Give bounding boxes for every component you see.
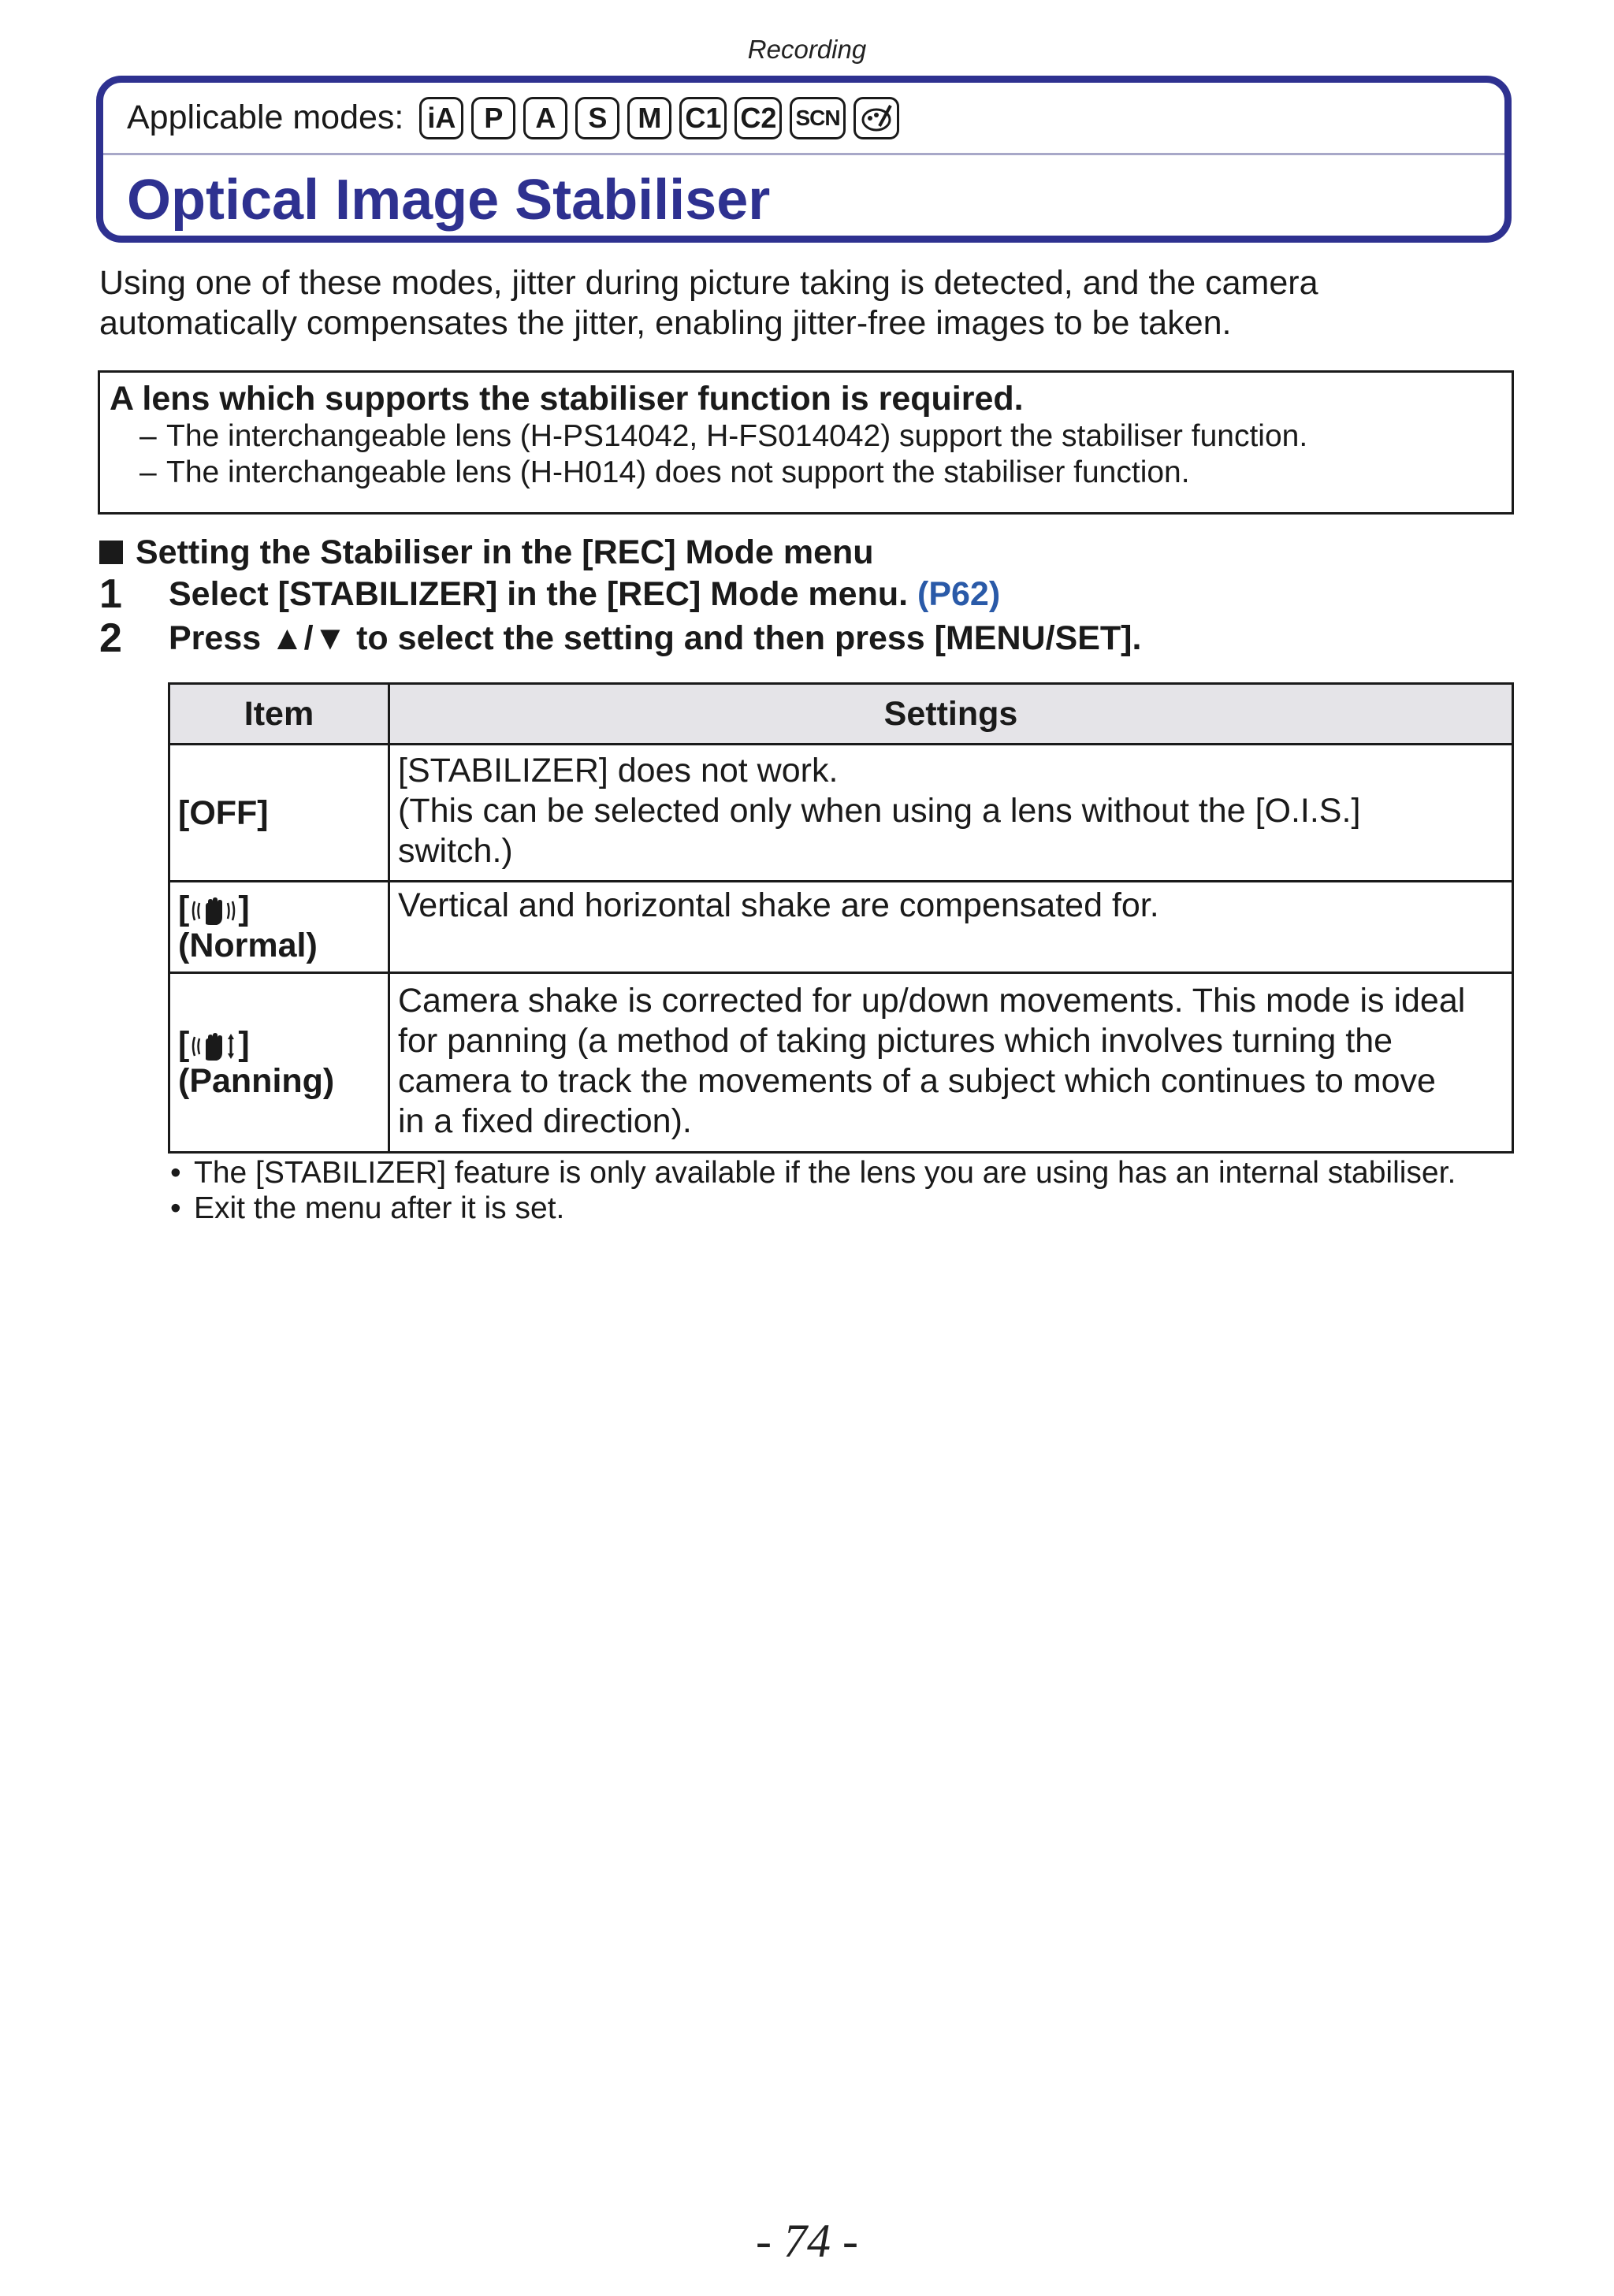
bracket-close: ] (238, 1025, 250, 1064)
table-row (169, 745, 1513, 882)
list-item: • The [STABILIZER] feature is only available if the lens you are using has an internal stabiliser. (167, 1155, 1515, 1191)
note-heading: A lens which supports the stabiliser function is required. (110, 380, 1024, 418)
step-2 (99, 615, 1142, 661)
bracket-open: [ (178, 890, 190, 928)
custom-2-mode-icon: C2 (734, 97, 782, 139)
setting-line: switch.) (398, 832, 513, 870)
applicable-modes-label: Applicable modes: (127, 98, 404, 136)
setting-line: [STABILIZER] does not work. (398, 752, 839, 789)
note-line (110, 418, 1502, 455)
bracket-close: ] (238, 890, 250, 928)
subheading-text: Setting the Stabiliser in the [REC] Mode menu (136, 533, 874, 571)
custom-1-mode-icon: C1 (679, 97, 727, 139)
creative-control-mode-icon (853, 97, 899, 139)
stabilizer-settings-table (168, 682, 1514, 1154)
note-line-text: The interchangeable lens (H-H014) does not support the stabiliser function. (166, 455, 1190, 489)
item-name: (Panning) (178, 1061, 335, 1100)
requirement-note-box (98, 370, 1514, 515)
list-item: • Exit the menu after it is set. (167, 1191, 1515, 1226)
item-name: [OFF] (178, 793, 269, 832)
column-header-item: Item (169, 684, 389, 745)
intro-paragraph: Using one of these modes, jitter during picture taking is detected, and the camera automatically compensates the jitter, enabling jitter-free images to be taken. (99, 264, 1318, 342)
section-header: Recording (747, 35, 867, 64)
table-row (169, 882, 1513, 973)
setting-line: camera to track the movements of a subject which continues to move (398, 1061, 1436, 1100)
setting-description (389, 745, 1513, 882)
step-instruction: Press ▲/▼ to select the setting and then press [MENU/SET]. (169, 619, 1142, 657)
note-line-text: The interchangeable lens (H-PS14042, H-FS014042) support the stabiliser function. (166, 419, 1308, 453)
bracket-open: [ (178, 1025, 190, 1064)
shutter-priority-mode-icon: S (575, 97, 619, 139)
setting-line: Camera shake is corrected for up/down movements. This mode is ideal (398, 981, 1466, 1020)
step-number: 2 (99, 615, 122, 661)
intelligent-auto-mode-icon: iA (419, 97, 463, 139)
note-line (110, 455, 1502, 491)
column-header-settings: Settings (389, 684, 1513, 745)
notes-list (167, 1155, 1515, 1226)
dash-marker: – (139, 419, 157, 453)
dash-marker: – (139, 455, 157, 489)
page-title: Optical Image Stabiliser (127, 169, 771, 232)
section-subheading (99, 533, 874, 572)
setting-line: (This can be selected only when using a lens without the [O.I.S.] (398, 792, 1361, 830)
item-icon-line (178, 890, 380, 927)
manual-mode-icon: M (627, 97, 671, 139)
step-number: 1 (99, 571, 122, 617)
palette-icon (859, 102, 894, 134)
stabilizer-panning-icon (189, 1030, 238, 1063)
table-row (169, 973, 1513, 1153)
setting-line: Vertical and horizontal shake are compensated for. (398, 886, 1159, 924)
scene-mode-icon: SCN (790, 97, 845, 139)
item-normal (169, 882, 389, 973)
page-number: - 74 - (756, 2215, 858, 2267)
applicable-modes-row (103, 83, 1504, 155)
setting-line: for panning (a method of taking pictures which involves turning the (398, 1021, 1393, 1060)
step-instruction: Select [STABILIZER] in the [REC] Mode menu. (169, 575, 918, 613)
setting-description (389, 882, 1513, 973)
stabilizer-normal-icon (189, 894, 238, 927)
item-off (169, 745, 389, 882)
setting-line: in a fixed direction). (398, 1102, 692, 1140)
step-text (169, 574, 1000, 615)
program-mode-icon: P (471, 97, 515, 139)
table-header-row (169, 684, 1513, 745)
square-bullet-icon (99, 541, 123, 564)
setting-description (389, 973, 1513, 1153)
title-box (96, 76, 1512, 243)
aperture-priority-mode-icon: A (523, 97, 567, 139)
item-name: (Normal) (178, 926, 318, 964)
page-reference-link[interactable]: (P62) (917, 575, 1001, 613)
item-panning (169, 973, 389, 1153)
step-1 (99, 571, 1001, 617)
item-icon-line (178, 1026, 380, 1063)
